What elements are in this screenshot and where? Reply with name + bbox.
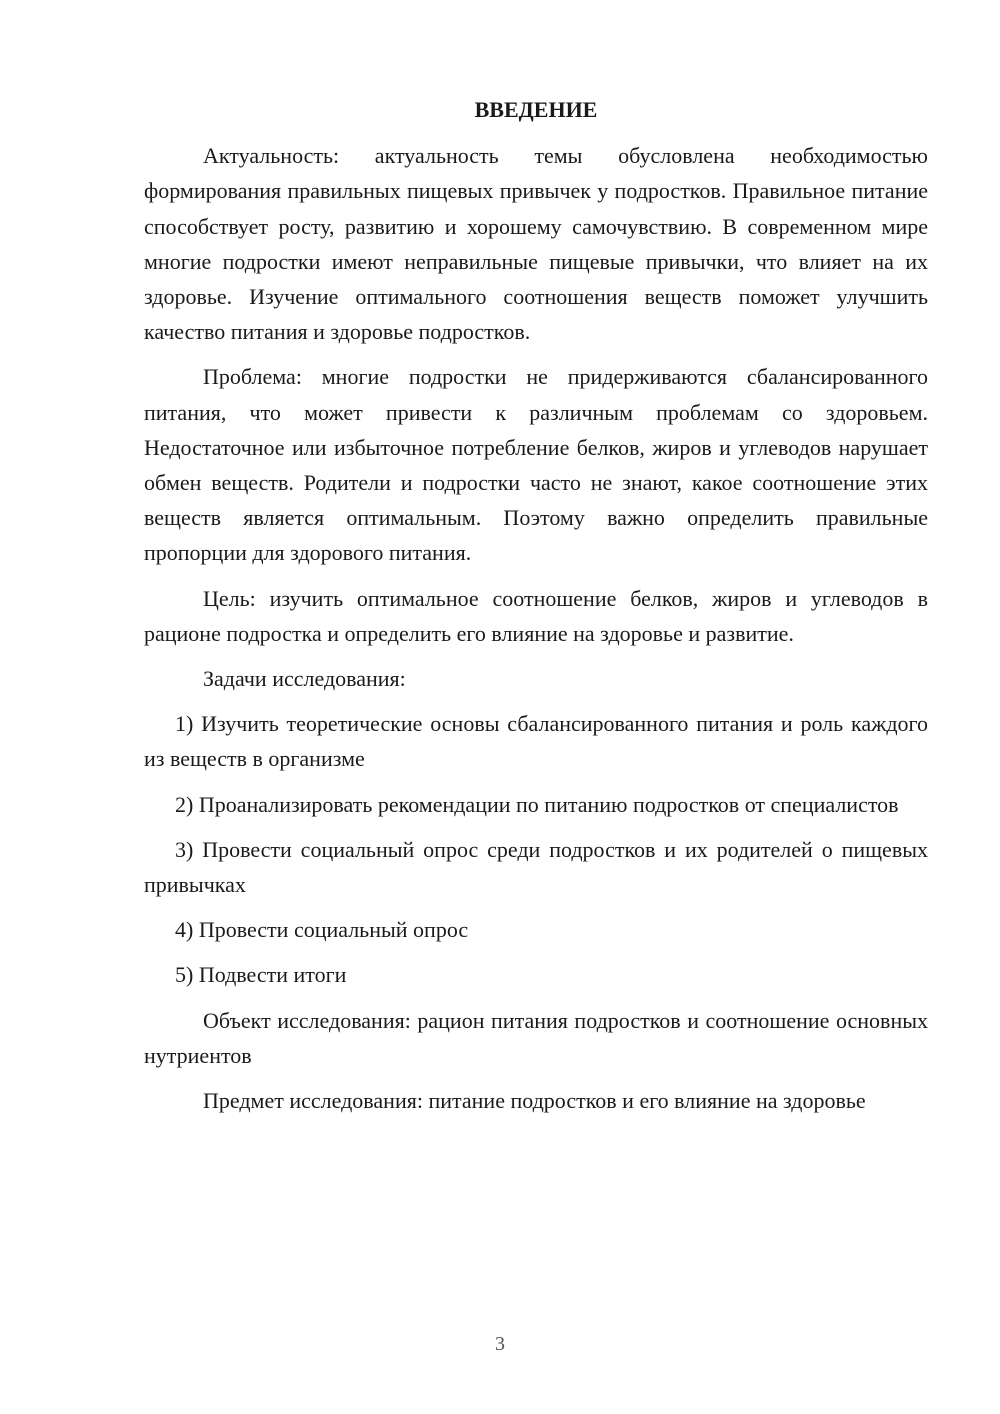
section-title: ВВЕДЕНИЕ — [474, 97, 598, 122]
object-paragraph: Объект исследования: рацион питания подростков и соотношение основных нутриентов — [144, 1007, 928, 1068]
tasks-heading: Задачи исследования: — [203, 666, 406, 692]
task-item: 3) Провести социальный опрос среди подростков и их родителей о пищевых привычках — [144, 836, 928, 898]
goal-paragraph: Цель: изучить оптимальное соотношение белков, жиров и углеводов в рационе подростка и определить его влияние на здоровье и развитие. — [144, 585, 928, 646]
relevance-paragraph: Актуальность: актуальность темы обусловлена необходимостью формирования правильных пищевых привычек у подростков. Правильное питание способствует росту, развитию и хорошему самочувствию. В современном мире многие подростки имеют неправильные пищевые привычки, что влияет на их здоровье. Изучение оптимального соотношения веществ поможет улучшить качество питания и здоровье подростков. — [144, 143, 928, 345]
task-item: 1) Изучить теоретические основы сбалансированного питания и роль каждого из веществ в организме — [144, 711, 928, 772]
subject-paragraph: Предмет исследования: питание подростков и его влияние на здоровье — [203, 1088, 866, 1114]
problem-paragraph: Проблема: многие подростки не придерживаются сбалансированного питания, что может привести к различным проблемам со здоровьем. Недостаточное или избыточное потребление белков, жиров и углеводов нарушает обмен веществ. Родители и подростки часто не знают, какое соотношение этих веществ является оптимальным. Поэтому важно определить правильные пропорции для здорового питания. — [144, 364, 928, 566]
document-page — [144, 92, 928, 1128]
task-item: 2) Проанализировать рекомендации по питанию подростков от специалистов — [175, 791, 899, 817]
task-item: 5) Подвести итоги — [175, 962, 347, 988]
page-number: 3 — [495, 1333, 505, 1355]
task-item: 4) Провести социальный опрос — [175, 917, 469, 943]
